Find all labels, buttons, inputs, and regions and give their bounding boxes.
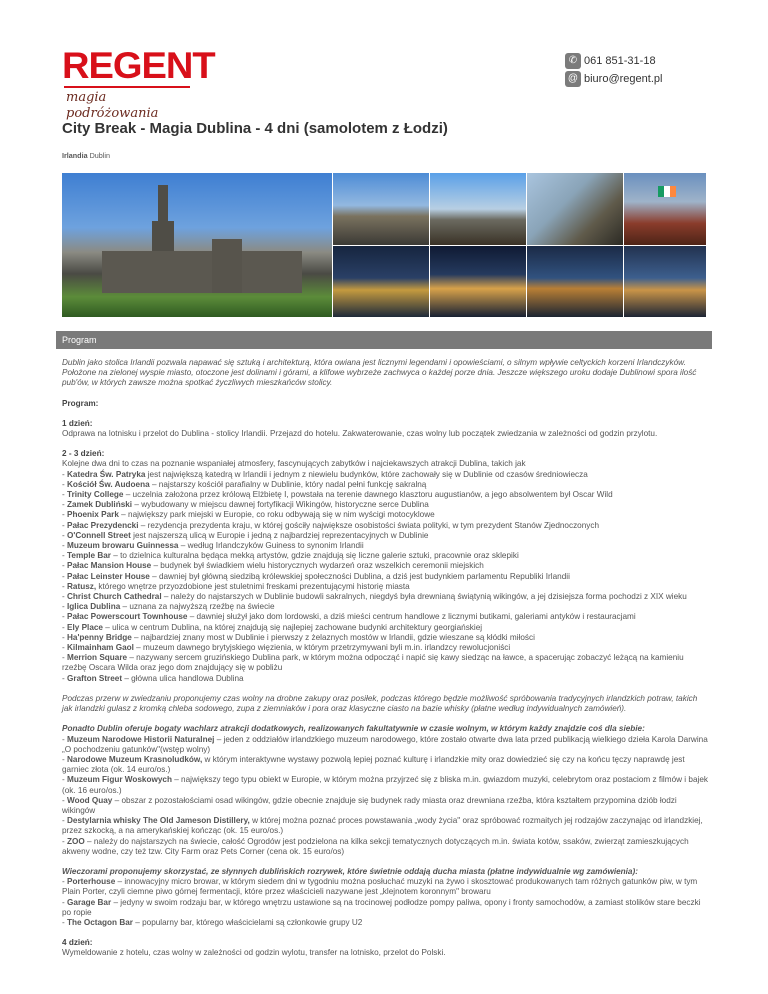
day4-heading: 4 dzień:: [62, 938, 93, 948]
intro-paragraph: Dublin jako stolica Irlandii pozwala napawać się sztuką i architekturą, która owiana jest licznymi legendami i opowieściami, o silnym wpływie celtyckich korzeni Irlandczyków. Położone na zielonej wyspie miasto, otoczone jest dolinami i górami, a klifowe wybrzeże zachwyca o każdej porze dnia. Jeszcze większego uroku dodaje Dublinowi spora ilość pub'ów, w których zawsze można spotkać życzliwych mieszkańców stolicy.: [62, 358, 697, 388]
list-item-name: Temple Bar: [67, 551, 111, 561]
day4-text: Wymeldowanie z hotelu, czas wolny w zależności od godzin wylotu, transfer na lotnisko, przelot do Polski.: [62, 948, 446, 958]
list-item-desc: jest największą katedrą w Irlandii i jednym z niewielu budynków, które zachowały się w Dublinie od czasów średniowiecza: [145, 469, 588, 479]
food-note: Podczas przerw w zwiedzaniu proponujemy czas wolny na drobne zakupy oraz posiłek, podczas którego będzie możliwość spróbowania tradycyjnych irlandzkich potraw, takich jak irlandzki gulasz z kromką chleba sodowego, zupa z ziemniaków i pora oraz klasyczne ciasto na bazie whisky (płatne według indywidualnych zamówień).: [62, 693, 698, 714]
list-bullet: -: [62, 673, 68, 683]
list-item-name: Narodowe Muzeum Krasnoludków,: [67, 754, 203, 764]
program-label: Program:: [62, 398, 99, 408]
list-item-name: Destylarnia whisky The Old Jameson Distillery,: [67, 816, 250, 826]
list-item-desc: – muzeum dawnego brytyjskiego więzienia, w którym przetrzymywani byli m.in. irlandzcy rewolucjoniści: [133, 643, 511, 653]
list-item-name: Pałac Prezydencki: [67, 520, 139, 530]
list-item-name: Ely Place: [67, 622, 103, 632]
thumbnail-photo[interactable]: [527, 173, 623, 245]
list-item-desc: – ulica w centrum Dublina, na której znajdują się najlepiej zachowane budynki architektury georgiańskiej: [102, 622, 483, 632]
list-item-desc: w której można poznać proces powstawania „wody życia" oraz spróbować rozmaitych jej rodzajów zaczynając od irlandzkiej, przez szkocką, a na amerykańskiej kończąc (ok. 15 euro/os.): [62, 816, 703, 836]
page-title: City Break - Magia Dublina - 4 dni (samolotem z Łodzi): [62, 120, 448, 137]
list-item-name: Pałac Powerscourt Townhouse: [67, 612, 188, 622]
breadcrumb: [62, 151, 110, 160]
list-item-desc: – należy do najstarszych na świecie, całość Ogrodów jest podzielona na kilka sekcji tematycznych dotyczących m.in. świata kotów, ssaków, zwierząt zamieszkujących akweny wodne, czy też tzw. City Farm oraz Pets Corner (cena ok. 15 euro/os): [62, 836, 689, 856]
phone-number: 061 851-31-18: [584, 55, 656, 67]
list-bullet: -: [62, 510, 68, 520]
list-item: [62, 480, 710, 490]
list-item: [62, 612, 710, 622]
section-bar-program: Program: [56, 331, 712, 349]
thumbnail-photo[interactable]: [624, 173, 706, 245]
list-item-name: Trinity College: [67, 490, 124, 500]
day1-heading: 1 dzień:: [62, 418, 93, 428]
list-item-desc: – największy tego typu obiekt w Europie, w którym można przyjrzeć się z bliska m.in. gwiazdom muzyki, celebrytom oraz postaciom z filmów i bajek (ok. 16 euro/os.): [62, 775, 708, 795]
list-item: [62, 602, 710, 612]
list-bullet: -: [62, 490, 68, 500]
regent-logo[interactable]: [62, 45, 215, 121]
list-item-name: Katedra Św. Patryka: [67, 469, 146, 479]
list-item-desc: – nazywany sercem gruzińskiego Dublina park, w którym można odpocząć i napić się kawy siedząc na ławce, a spacerując zobaczyć leżącą na kamieniu rzeźbę Oscara Wilda oraz jego dom znajdujący się w pobliżu: [62, 653, 684, 673]
list-item-name: Zamek Dubliński: [67, 500, 133, 510]
list-item: [62, 572, 710, 582]
email-address: biuro@regent.pl: [584, 73, 663, 85]
list-item-name: The Octagon Bar: [67, 917, 133, 927]
list-bullet: -: [62, 469, 68, 479]
list-item: [62, 561, 710, 571]
list-item-desc: jest najszerszą ulicą w Europie i jedną z najbardziej reprezentacyjnych w Dublinie: [130, 530, 429, 540]
list-bullet: -: [62, 581, 68, 591]
list-item: [62, 735, 710, 755]
list-item-name: Iglica Dublina: [67, 602, 121, 612]
extras-list: [62, 735, 710, 857]
list-item: [62, 898, 710, 918]
list-item-desc: – uznana za najwyższą rzeźbę na świecie: [120, 602, 275, 612]
list-item: [62, 653, 710, 673]
list-item-name: ZOO: [67, 836, 85, 846]
list-item-desc: – dawniej służył jako dom lordowski, a dziś mieści centrum handlowe z licznymi butikami, galeriami antyków i restauracjami: [187, 612, 636, 622]
list-item: [62, 816, 710, 836]
extras-heading: Ponadto Dublin oferuje bogaty wachlarz atrakcji dodatkowych, realizowanych fakultatywnie w czasie wolnym, w którym każdy znajdzie coś dla siebie:: [62, 724, 645, 734]
list-bullet: -: [62, 479, 68, 489]
list-bullet: -: [62, 622, 68, 632]
phone-icon: ✆: [565, 53, 581, 69]
list-item-name: Phoenix Park: [67, 510, 119, 520]
list-item: [62, 470, 710, 480]
list-item: [62, 541, 710, 551]
list-bullet: -: [62, 520, 68, 530]
list-item-desc: – jeden z oddziałów irlandzkiego muzeum narodowego, które zostało otwarte dwa lata przed publikacją wielkiego dzieła Karola Darwina „O pochodzeniu gatunków"(wstęp wolny): [62, 734, 708, 754]
list-bullet: -: [62, 541, 68, 551]
day23-heading: 2 - 3 dzień:: [62, 449, 105, 459]
list-item-name: Muzeum Figur Woskowych: [67, 775, 172, 785]
list-item: [62, 551, 710, 561]
list-item: [62, 582, 710, 592]
list-item-desc: w którym interaktywne wystawy pozwolą lepiej poznać kulturę i irlandzkie mity oraz dowiedzieć się czy na końcu tęczy naprawdę jest garniec złota (ok. 14 euro/os.): [62, 754, 685, 775]
list-item-desc: – według Irlandczyków Guiness to synonim Irlandii: [178, 541, 364, 551]
list-item-name: Pałac Leinster House: [67, 571, 150, 581]
list-item-desc: – to dzielnica kulturalna będąca mekką artystów, gdzie znajdują się liczne galerie sztuki, pracownie oraz sklepiki: [111, 551, 519, 561]
list-item-name: Grafton Street: [67, 673, 123, 683]
thumbnail-photo[interactable]: [527, 246, 623, 317]
list-bullet: -: [62, 602, 68, 612]
list-item-desc: – dawniej był główną siedzibą królewskiej społeczności Dublina, a dziś jest budynkiem parlamentu Republiki Irlandii: [149, 571, 570, 581]
list-item-name: Pałac Mansion House: [67, 561, 152, 571]
irish-flag-icon: [658, 186, 676, 197]
list-item: [62, 490, 710, 500]
thumbnail-photo[interactable]: [333, 246, 429, 317]
list-item: [62, 775, 710, 795]
list-item: [62, 674, 710, 684]
list-bullet: -: [62, 917, 68, 927]
list-item-desc: – główna ulica handlowa Dublina: [122, 673, 244, 683]
thumbnail-photo[interactable]: [333, 173, 429, 245]
phone-contact[interactable]: [565, 53, 656, 69]
list-item-desc: – najstarszy kościół parafialny w Dublinie, który nadal pełni funkcję sakralną: [149, 479, 427, 489]
list-item-desc: – uczelnia założona przez królową Elżbietę I, powstała na terenie dawnego klasztoru augustianów, a jego absolwentem był Oscar Wild: [123, 490, 613, 500]
list-item-name: Ratusz,: [67, 581, 97, 591]
list-bullet: -: [62, 653, 68, 663]
list-item-desc: – budynek był świadkiem wielu historycznych wydarzeń oraz wszelkich ceremonii miejskich: [151, 561, 484, 571]
list-item: [62, 877, 710, 897]
list-bullet: -: [62, 561, 68, 571]
list-item-desc: – najbardziej znany most w Dublinie i pierwszy z żelaznych mostów w Irlandii, gdzie wieszane są kłódki miłości: [131, 632, 535, 642]
list-item-name: Porterhouse: [67, 877, 116, 887]
list-item: [62, 521, 710, 531]
list-item: [62, 500, 710, 510]
list-bullet: -: [62, 500, 68, 510]
list-item: [62, 510, 710, 520]
list-item: [62, 633, 710, 643]
day1-text: Odprawa na lotnisku i przelot do Dublina - stolicy Irlandii. Przejazd do hotelu. Zakwaterowanie, czas wolny lub początek zwiedzania w zależności od godzin przylotu.: [62, 429, 658, 439]
list-bullet: -: [62, 795, 68, 805]
list-bullet: -: [62, 734, 68, 744]
list-item-desc: – jedyny w swoim rodzaju bar, w którego wnętrzu ustawione są na trocinowej podłodze pompy paliwa, opony i fronty samochodów, a zamiast stolików stare beczki po ropie: [62, 897, 701, 917]
list-bullet: -: [62, 643, 68, 653]
list-item: [62, 837, 710, 857]
list-bullet: -: [62, 816, 68, 826]
thumbnail-photo[interactable]: [624, 246, 706, 317]
list-item-name: Muzeum Narodowe Historii Naturalnej: [67, 734, 215, 744]
list-bullet: -: [62, 571, 68, 581]
thumbnail-photo[interactable]: [430, 246, 526, 317]
breadcrumb-country[interactable]: Irlandia: [62, 151, 88, 160]
logo-wordmark: REGENT: [62, 45, 215, 86]
list-bullet: -: [62, 754, 68, 764]
list-bullet: -: [62, 897, 68, 907]
list-bullet: -: [62, 612, 68, 622]
evenings-list: [62, 877, 710, 928]
list-item-name: Wood Quay: [67, 795, 113, 805]
list-item: [62, 796, 710, 816]
attractions-list: [62, 470, 710, 684]
list-item-name: Muzeum browaru Guinnessa: [67, 541, 179, 551]
evenings-heading: Wieczorami proponujemy skorzystać, ze słynnych dublińskich rozrywek, które świetnie oddają ducha miasta (płatne indywidualnie wg zamówienia):: [62, 866, 638, 876]
program-content: [62, 358, 710, 959]
list-bullet: -: [62, 592, 68, 602]
list-bullet: -: [62, 836, 68, 846]
list-bullet: -: [62, 877, 68, 887]
list-item: [62, 643, 710, 653]
list-item-desc: – wybudowany w miejscu dawnej fortyfikacji Wikingów, historyczne serce Dublina: [132, 500, 429, 510]
list-item-desc: którego wnętrze przyozdobione jest stuletnimi freskami prezentującymi historię miasta: [96, 581, 410, 591]
list-item-name: Kościół Św. Audoena: [67, 479, 150, 489]
logo-tagline: magia podróżowania: [66, 90, 159, 121]
list-bullet: -: [62, 551, 68, 561]
list-bullet: -: [62, 632, 68, 642]
list-item: [62, 592, 710, 602]
list-item: [62, 623, 710, 633]
logo-underline: [64, 86, 190, 88]
thumbnail-photo[interactable]: [430, 173, 526, 245]
list-item: [62, 918, 710, 928]
list-item-desc: – popularny bar, którego właścicielami są członkowie grupy U2: [132, 917, 363, 927]
list-item-name: Ha'penny Bridge: [67, 632, 132, 642]
list-bullet: -: [62, 530, 68, 540]
list-item-desc: – należy do najstarszych w Dublinie budowli sakralnych, niegdyś była drewnianą świątynią wikingów, a jej dzisiejsza forma pochodzi z XIX wieku: [161, 592, 687, 602]
list-item-name: Garage Bar: [67, 897, 112, 907]
list-item-desc: – największy park miejski w Europie, co roku odbywają się w nim wyścigi motocyklowe: [118, 510, 435, 520]
day23-intro: Kolejne dwa dni to czas na poznanie wspaniałej atmosfery, fascynujących zabytków i najciekawszych atrakcji Dublina, takich jak: [62, 459, 526, 469]
list-item-name: Merrion Square: [67, 653, 128, 663]
list-bullet: -: [62, 775, 68, 785]
list-item-name: O'Connell Street: [67, 530, 131, 540]
list-item-desc: – rezydencja prezydenta kraju, w której gościły największe osobistości świata polityki, w tym prezydent Stanów Zjednoczonych: [138, 520, 600, 530]
list-item-name: Kilmainham Gaol: [67, 643, 134, 653]
list-item-name: Christ Church Cathedral: [67, 592, 162, 602]
at-icon: @: [565, 71, 581, 87]
email-contact[interactable]: [565, 71, 662, 87]
list-item: [62, 755, 710, 775]
list-item-desc: – obszar z pozostałościami osad wikingów, gdzie obecnie znajduje się budynek rady miasta oraz drewniana rzeźba, która kształtem przypomina dziób łodzi wikingów: [62, 795, 677, 815]
breadcrumb-city[interactable]: Dublin: [89, 151, 110, 160]
list-item: [62, 531, 710, 541]
main-photo-cathedral[interactable]: [62, 173, 332, 317]
list-item-desc: – innowacyjny micro browar, w którym siedem dni w tygodniu można posłuchać muzyki na żywo i skosztować produkowanych tam różnych gatunków piw, w tym Plain Porter, czyli ciemne piwo górnej fermentacji, które przez właścicieli nazywane jest „klejnotem koronnym" browaru: [62, 877, 698, 897]
